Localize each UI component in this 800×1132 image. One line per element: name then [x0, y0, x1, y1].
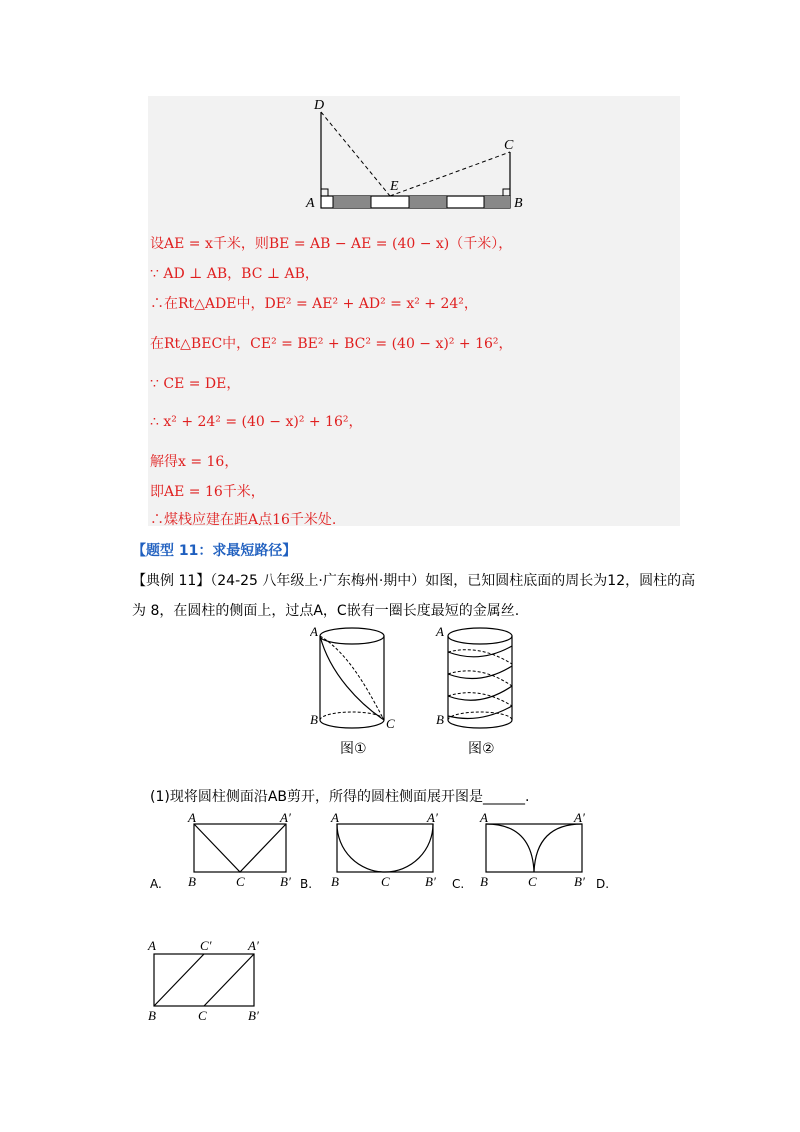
road-diagram — [300, 96, 540, 216]
svg-text:B: B — [148, 1008, 156, 1023]
svg-text:A: A — [436, 624, 444, 639]
option-d-label[interactable]: D. — [596, 877, 610, 891]
label-A: A — [306, 196, 315, 211]
svg-text:B′: B′ — [425, 874, 436, 888]
svg-text:B′: B′ — [280, 874, 291, 888]
label-D: D — [314, 98, 325, 113]
option-a-label[interactable]: A. — [150, 877, 162, 891]
option-c-diagram — [474, 808, 594, 888]
label-B: B — [514, 196, 523, 211]
svg-text:B′: B′ — [248, 1008, 259, 1023]
svg-text:B′: B′ — [574, 874, 585, 888]
svg-text:C: C — [386, 716, 395, 731]
option-c-label[interactable]: C. — [452, 877, 465, 891]
solution-line-7: 解得x = 16， — [150, 454, 239, 470]
cylinder-figure-1 — [310, 624, 410, 734]
solution-line-8: 即AE = 16千米， — [150, 484, 265, 500]
svg-text:A′: A′ — [280, 810, 291, 825]
svg-text:A′: A′ — [248, 938, 259, 953]
option-b-diagram — [325, 808, 445, 888]
option-d-diagram — [140, 936, 270, 1024]
solution-line-9: ∴煤栈应建在距A点16千米处. — [150, 512, 337, 528]
solution-line-6: ∴ x² + 24² = (40 − x)² + 16²， — [150, 414, 363, 430]
cylinder-figure-2 — [432, 624, 532, 734]
svg-text:C: C — [236, 874, 245, 888]
svg-text:A: A — [188, 810, 196, 825]
question-1: (1)现将圆柱侧面沿AB剪开，所得的圆柱侧面展开图是______. — [150, 789, 530, 805]
svg-text:A: A — [331, 810, 339, 825]
label-C: C — [504, 138, 514, 153]
solution-line-4: 在Rt△BEC中，CE² = BE² + BC² = (40 − x)² + 16²， — [150, 336, 513, 352]
option-a-diagram — [180, 808, 300, 888]
svg-text:C: C — [198, 1008, 207, 1023]
solution-line-1: 设AE = x千米，则BE = AB − AE = (40 − x)（千米）， — [150, 236, 513, 252]
example-line-1: 【典例 11】（24-25 八年级上·广东梅州·期中）如图，已知圆柱底面的周长为12，圆柱的高 — [132, 573, 696, 589]
svg-text:C: C — [528, 874, 537, 888]
svg-text:A: A — [148, 938, 156, 953]
section-heading: 【题型 11：求最短路径】 — [132, 543, 297, 559]
svg-text:A: A — [310, 624, 318, 639]
example-line-2: 为 8，在圆柱的侧面上，过点A，C嵌有一圈长度最短的金属丝. — [132, 603, 520, 619]
svg-text:A: A — [480, 810, 488, 825]
label-E: E — [390, 179, 399, 194]
solution-line-2: ∵ AD ⊥ AB，BC ⊥ AB， — [150, 266, 319, 282]
svg-text:C′: C′ — [200, 938, 212, 953]
svg-text:C: C — [381, 874, 390, 888]
svg-text:B: B — [480, 874, 488, 888]
svg-text:A′: A′ — [574, 810, 585, 825]
solution-line-5: ∵ CE = DE， — [150, 376, 241, 392]
svg-text:B: B — [436, 712, 444, 727]
solution-line-3: ∴在Rt△ADE中，DE² = AE² + AD² = x² + 24²， — [150, 296, 478, 312]
svg-text:B: B — [310, 712, 318, 727]
option-b-label[interactable]: B. — [300, 877, 313, 891]
fig2-caption: 图② — [468, 741, 495, 757]
svg-text:A′: A′ — [427, 810, 438, 825]
fig1-caption: 图① — [340, 741, 367, 757]
svg-text:B: B — [188, 874, 196, 888]
svg-text:B: B — [331, 874, 339, 888]
